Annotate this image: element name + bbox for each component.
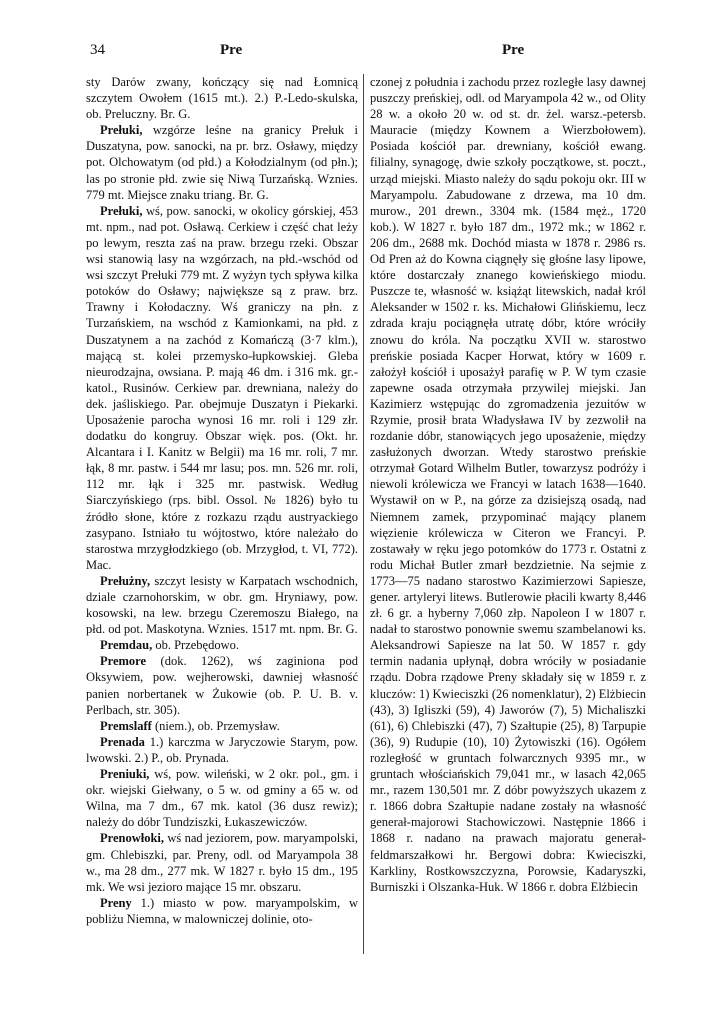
entry-text: czonej z południa i zachodu przez rozległe lasy dawnej puszczy preńskiej, odl. od Maryampola 42 w., od Olity 28 w. a około 20 w. od st. dr. żel. warsz.-petersb. Mauracie (między Kownem a Wierzbołowem). Posiada kościół par. drewniany, kościół ewang. filialny, synagogę, dwie szkoły początkowe, st. poczt., urząd miejski. Miasto należy do sądu pokoju okr. III w Maryampolu. Zabudowane z drzewa, ma 10 dm. murow., 201 drewn., 3304 mk. (1584 męż., 1720 kob.). W 1827 r. było 187 dm., 1972 mk.; w 1862 r. 206 dm., 2688 mk. Dochód miasta w 1878 r. 2986 rs. Od Pren aż do Kowna ciągnęły się głośne lasy lipowe, które dostarczały znanego kowieńskiego miodu. Puszcze te, własność w. książąt litewskich, nadał król Aleksander w 1502 r. ks. Michałowi Glińskiemu, lecz zdrada kraju pociągnęła utratę dóbr, które wróciły znowu do króla. Na początku XVII w. starostwo preńskie posiada Kacper Horwat, który w 1609 r. założył kościół i uposażył parafię w P. W tym czasie zapewne osada otrzymała przywilej miejski. Jan Kazimierz wstępując do zgromadzenia jezuitów w Rzymie, prosił brata Władysława IV by zezwolił na rozdanie dóbr, stanowiących jego uposażenie, między zasłużonych dworzan. Wtedy starostwo preńskie otrzymał Gotard Wilhelm Butler, towarzysz podróży i niewoli królewicza we Francyi w latach 1638—1640. Wystawił on w P., na górze za dzisiejszą osadą, nad Niemnem zamek, przypominać mający planem więzienie królewicza w Citeron we Francyi. P. zostawały w ręku jego potomków do 1773 r. Ostatni z rodu Michał Butler zmarł bezdzietnie. Na sejmie z 1773—75 nadano starostwo Kazimierzowi Sapiesze, gener. artyleryi litews. Butlerowie płacili kwarty 8,446 zł. 6 gr. a hyberny 7,060 złp. Napoleon I w 1807 r. nadał to starostwo ponownie swemu szambelanowi ks. Aleksandrowi Sapiesze na lat 50. W 1857 r. gdy termin nadania upłynął, dobra wróciły w posiadanie rządu. Dobra rządowe Preny składały się w 1859 r. z kluczów: 1) Kwieciszki (26 nomenklatur), 2) Elżbiecin (43), 3) Igliszki (59), 4) Jaworów (7), 5) Michaliszki (61), 6) Chlebiszki (47), 7) Szałtupie (25), 8) Tarpupie (36), 9) Rudupie (10), 10) Żytowiszki (16). Ogółem rozległość w gruntach folwarcznych 9395 mr., w gruntach włościańskich 79,041 mr., w lasach 42,065 mr., razem 130,501 mr. Z dóbr powyższych ukazem z r. 1866 dobra Szałtupie nadane zostały na własność generał-majorowi Stachowiczowi. Następnie 1866 i 1868 r. nadano na prawach majoratu generał-feldmarszałkowi hr. Bergowi dobra: Kwieciszki, Karkliny, Rostkowszczyzna, Porowsie, Kadaryszki, Burniszki i Olszanka-Huk. W 1866 r. dobra Elżbiecin xyxy=(370,75,646,894)
entry-text: (niem.), ob. Przemysław. xyxy=(154,718,280,733)
page-header xyxy=(86,40,648,62)
entry-headword: Premdau, xyxy=(100,638,153,653)
entry-headword: Preniuki, xyxy=(100,767,150,782)
entry-headword: Premore xyxy=(100,654,147,669)
dictionary-entry xyxy=(86,766,358,830)
dictionary-entry xyxy=(86,895,358,927)
entry-headword: Prełuki, xyxy=(100,203,143,218)
entry-text: (dok. 1262), wś zaginiona pod Oksywiem, pow. wejherowski, dawniej własność panien norbertanek w Żukowie (ob. P. U. B. v. Perlbach, str. 305). xyxy=(86,654,359,717)
dictionary-entry xyxy=(86,122,358,202)
dictionary-entry xyxy=(86,74,358,122)
entry-headword: Prenada xyxy=(100,734,145,749)
entry-headword: Premslaff xyxy=(100,718,152,733)
dictionary-entry xyxy=(86,637,358,653)
entry-text: wś, pow. wileński, w 2 okr. pol., gm. i okr. wiejski Giełwany, o 5 w. od gminy a 65 w. od Wilna, ma 7 dm., 67 mk. katol (36 dusz rewiz); należy do dóbr Tundziszki, Łukaszewiczów. xyxy=(86,767,359,830)
running-head-left: Pre xyxy=(220,42,243,58)
entry-text: szczyt lesisty w Karpatach wschodnich, dziale czarnohorskim, w obr. gm. Hryniawy, pow. kosowski, na lew. brzegu Czeremoszu Białego, na płd. od pot. Maskotyna. Wznies. 1517 mt. npm. Br. G. xyxy=(86,573,358,637)
dictionary-entry xyxy=(370,74,646,895)
entry-text: 1.) karczma w Jaryczowie Starym, pow. lwowski. 2.) P., ob. Prynada. xyxy=(86,734,359,765)
dictionary-entry xyxy=(86,734,358,766)
dictionary-entry xyxy=(86,653,358,717)
column-divider xyxy=(363,74,364,954)
entry-headword: Prełuki, xyxy=(100,123,143,138)
entry-text: 1.) miasto w pow. maryampolskim, w pobliżu Niemna, w malowniczej dolinie, oto- xyxy=(86,895,358,926)
right-column xyxy=(370,74,646,895)
entry-text: ob. Przebędowo. xyxy=(155,638,239,653)
entry-text: wś nad jeziorem, pow. maryampolski, gm. Chlebiszki, par. Preny, odl. od Maryampola 38 w., ma 28 dm., 277 mk. W 1827 r. było 15 dm., 195 mk. We wsi jezioro mające 15 mr. obszaru. xyxy=(86,831,358,894)
dictionary-entry xyxy=(86,573,358,637)
entry-headword: Preny xyxy=(100,895,132,910)
page-number: 34 xyxy=(90,42,105,58)
entry-text: sty Darów zwany, kończący się nad Łomnicą szczytem Owołem (1615 mt.). 2.) P.-Ledo-skulska, ob. Preluczny. Br. G. xyxy=(86,75,358,122)
dictionary-entry xyxy=(86,830,358,894)
running-head-right: Pre xyxy=(502,42,525,58)
entry-headword: Prenowłoki, xyxy=(100,831,165,846)
dictionary-entry xyxy=(86,203,358,573)
entry-text: wzgórze leśne na granicy Prełuk i Duszatyna, pow. sanocki, na pr. brz. Osławy, między pot. Olchowatym (od płd.) a Kołodzialnym (od płn.); las po stronie płd. zwie się Niwą Turzańską. Wznies. 779 mt. Miejsce znaku triang. Br. G. xyxy=(86,123,359,202)
dictionary-entry xyxy=(86,718,358,734)
entry-text: wś, pow. sanocki, w okolicy górskiej, 453 mt. npm., nad pot. Osławą. Cerkiew i część chat leży po lewym, reszta zaś na praw. brzegu rzeki. Obszar wsi stanowią lasy na wzgórzach, na płd.-wschód od wsi szczyt Prełuki 779 mt. Z wyżyn tych spływa kilka potoków do Osławy; największe są z praw. brz. Trawny i Kołodaczny. Wś graniczy na płn. z Turzańskiem, na wschód z Kamionkami, na płd. z Duszatynem a na zachód z Komańczą (3·7 klm.), mającą st. kolei przemysko-łupkowskiej. Gleba nieurodzajna, owsiana. P. mają 46 dm. i 316 mk. gr.-katol., Rusinów. Cerkiew par. drewniana, należy do dek. jaśliskiego. Par. obejmuje Duszatyn i Piekarki. Uposażenie parocha wynosi 16 mr. roli i 129 złr. dodatku do kongruy. Obszar więk. pos. (Okt. hr. Alcantara i I. Kanitz w Belgii) ma 16 mr. roli, 7 mr. łąk, 8 mr. pastw. i 544 mr lasu; pos. mn. 526 mr. roli, 112 mr. łąk i 325 mr. pastwisk. Według Siarczyńskiego (rps. bibl. Ossol. № 1826) było tu źródło słone, które z rozkazu rządu austryackiego zasypano. Istniało tu wójtostwo, które należało do starostwa mrzygłodzkiego (ob. Mrzygłod, t. VI, 772). Mac. xyxy=(86,203,358,572)
left-column xyxy=(86,74,358,927)
entry-headword: Prełużny, xyxy=(100,573,151,588)
